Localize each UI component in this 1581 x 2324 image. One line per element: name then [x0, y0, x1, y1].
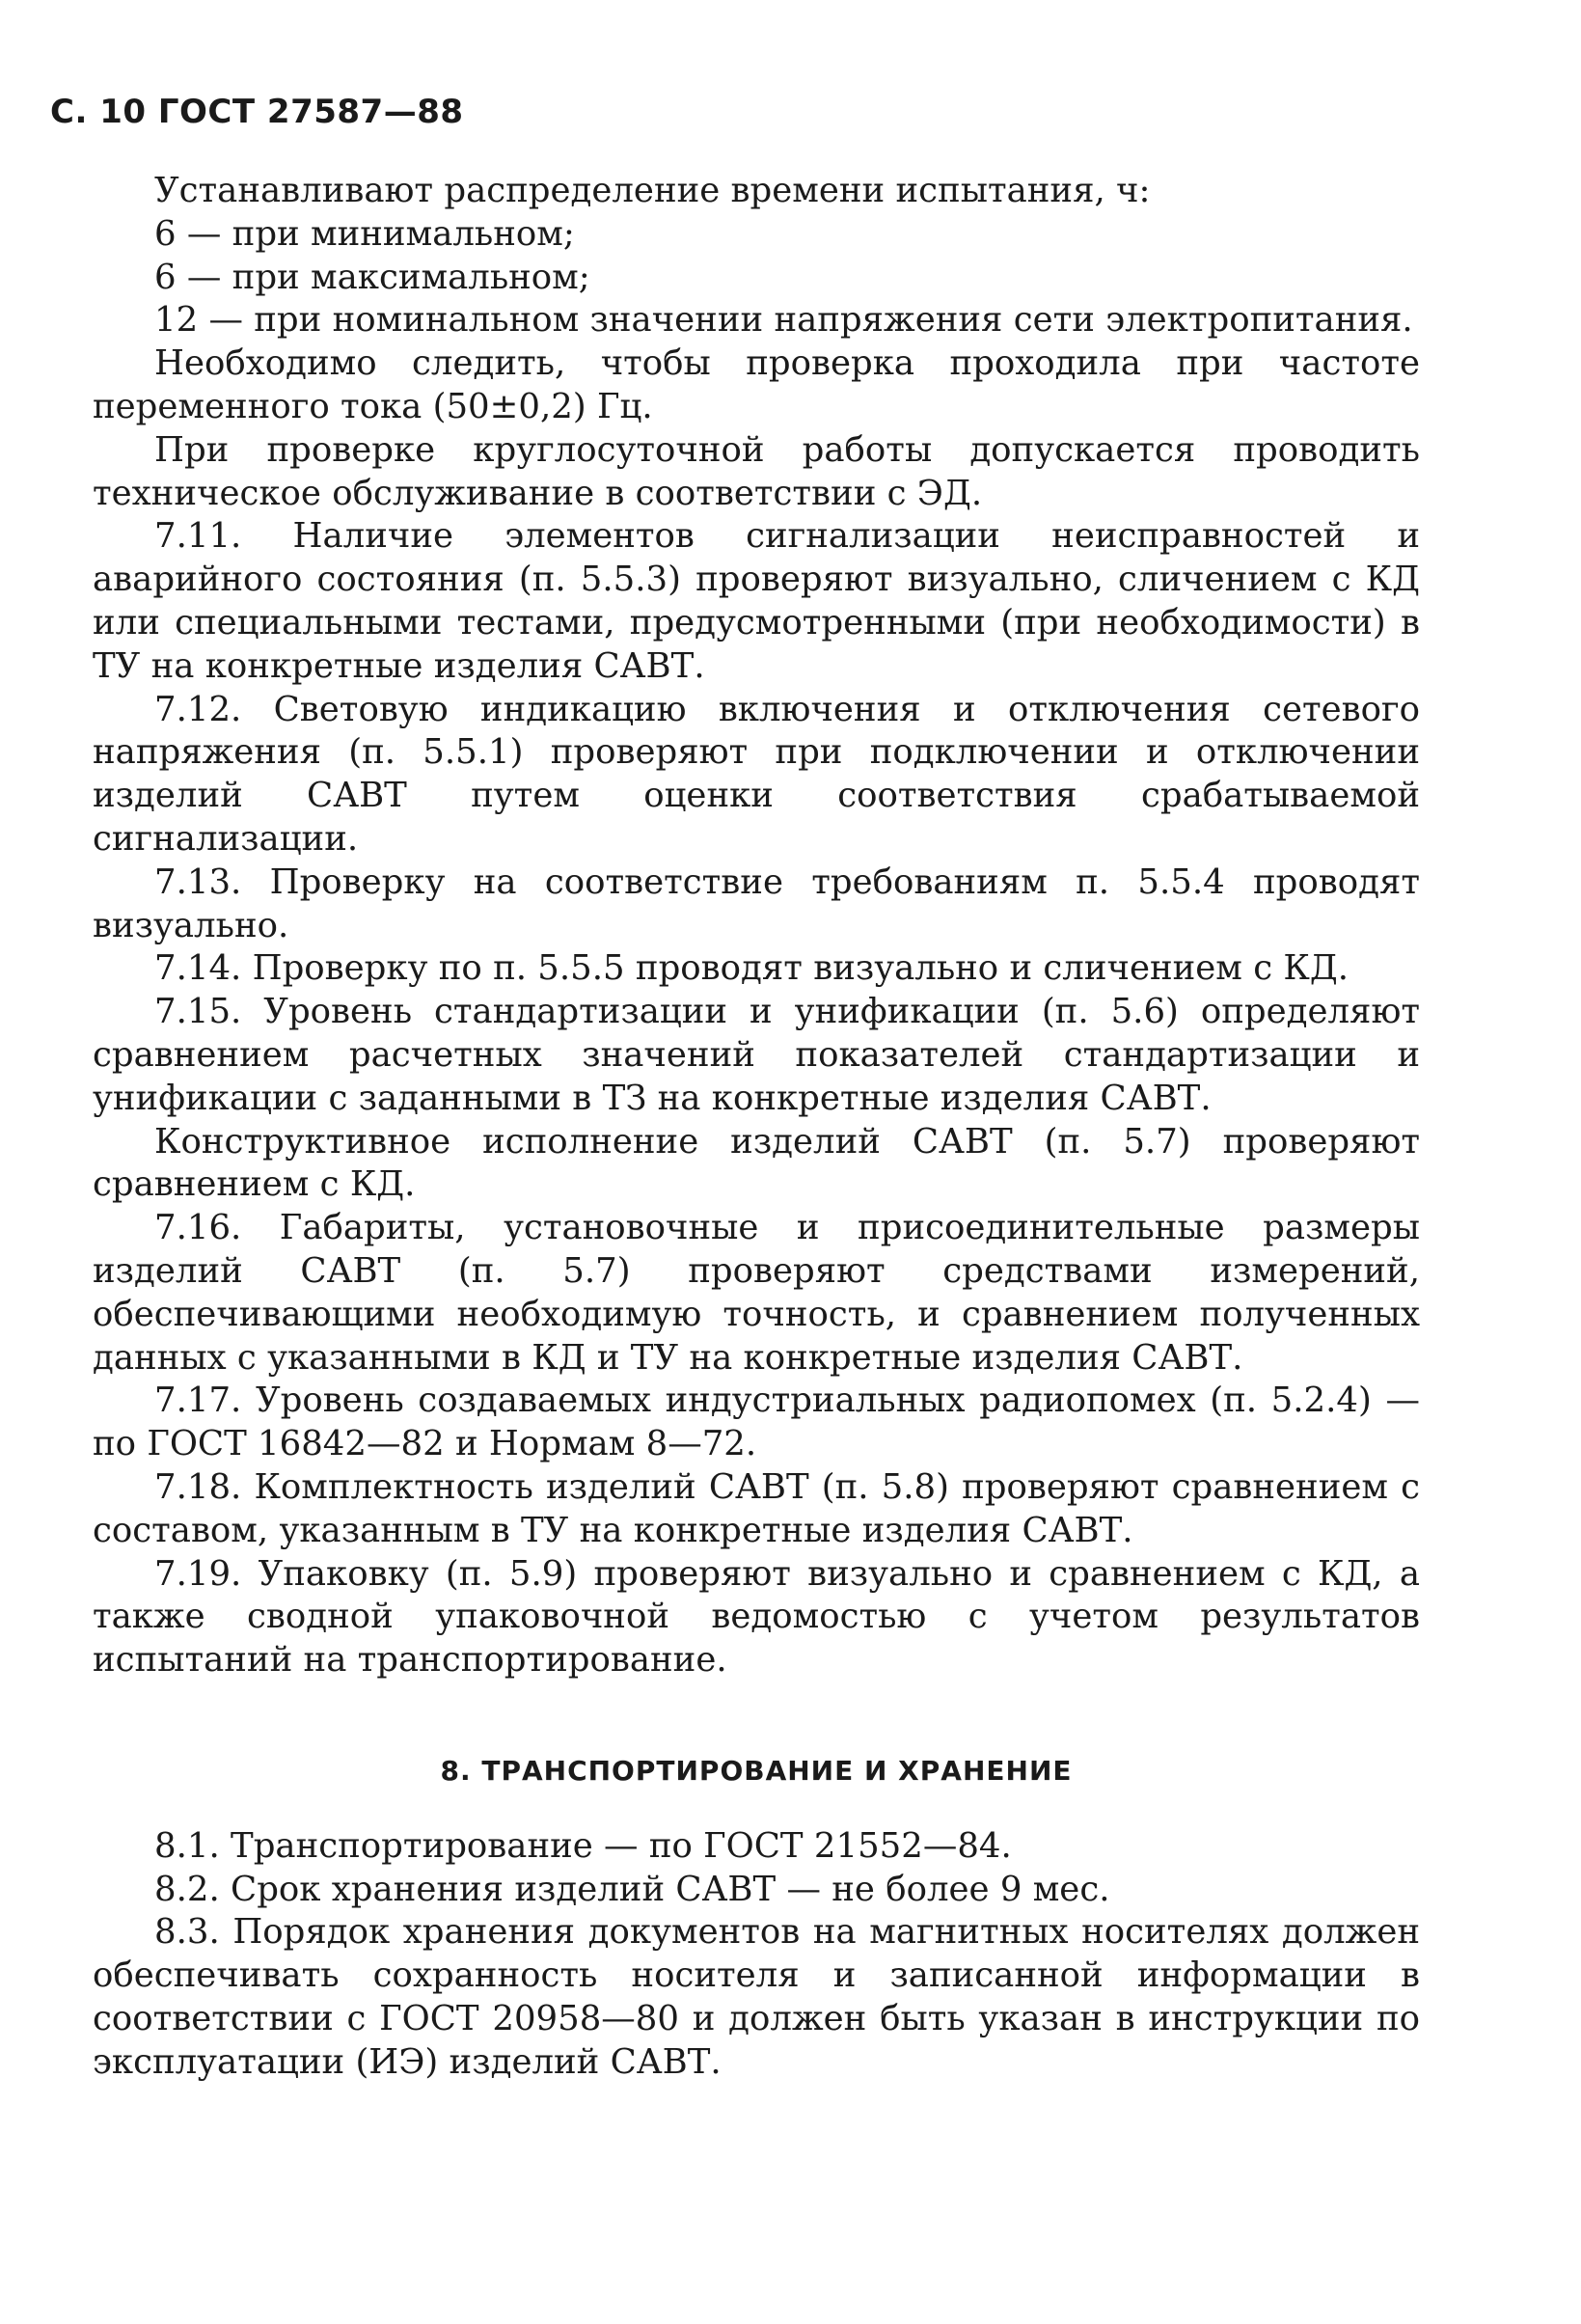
test-time-item-min: 6 — при минимальном; [154, 213, 575, 254]
clause-8-1: 8.1. Транспортирование — по ГОСТ 21552—84. [154, 1825, 1012, 1866]
clause-7-19: 7.19. Упаковку (п. 5.9) проверяют визуально и сравнением с КД, а также сводной упаковочной ведомостью с учетом результатов испытаний на транспортирование. [93, 1553, 1420, 1681]
clause-7-15: 7.15. Уровень стандартизации и унификации (п. 5.6) определяют сравнением расчетных значений показателей стандартизации и унификации с заданными в ТЗ на конкретные изделия САВТ. [93, 992, 1420, 1118]
clause-7-11: 7.11. Наличие элементов сигнализации неисправностей и аварийного состояния (п. 5.5.3) проверяют визуально, сличением с КД или специальными тестами, предусмотренными (при необходимости) в ТУ на конкретные изделия САВТ. [93, 516, 1420, 686]
clause-7-16: 7.16. Габариты, установочные и присоединительные размеры изделий САВТ (п. 5.7) проверяют средствами измерений, обеспечивающими необходимую точность, и сравнением полученных данных с указанными в КД и ТУ на конкретные изделия САВТ. [93, 1208, 1420, 1378]
page-header: С. 10 ГОСТ 27587—88 [50, 93, 464, 131]
test-time-item-max: 6 — при максимальном; [154, 257, 590, 297]
clause-7-15-construction: Конструктивное исполнение изделий САВТ (п. 5.7) проверяют сравнением с КД. [93, 1121, 1420, 1205]
test-time-item-nominal: 12 — при номинальном значении напряжения сети электропитания. [154, 300, 1413, 341]
clause-8-2: 8.2. Срок хранения изделий САВТ — не более 9 мес. [154, 1869, 1110, 1909]
section-8-title: 8. ТРАНСПОРТИРОВАНИЕ И ХРАНЕНИЕ [440, 1754, 1073, 1787]
clause-7-17: 7.17. Уровень создаваемых индустриальных радиопомех (п. 5.2.4) — по ГОСТ 16842—82 и Нормам 8—72. [93, 1381, 1420, 1464]
test-time-intro: Устанавливают распределение времени испытания, ч: [154, 171, 1151, 210]
clause-7-14: 7.14. Проверку по п. 5.5.5 проводят визуально и сличением с КД. [154, 948, 1349, 989]
document-body [93, 170, 1420, 2085]
clause-7-12: 7.12. Световую индикацию включения и отключения сетевого напряжения (п. 5.5.1) проверяют при подключении и отключении изделий САВТ путем оценки соответствия срабатываемой сигнализации. [93, 689, 1420, 859]
clause-8-3: 8.3. Порядок хранения документов на магнитных носителях должен обеспечивать сохранность носителя и записанной информации в соответствии с ГОСТ 20958—80 и должен быть указан в инструкции по эксплуатации (ИЭ) изделий САВТ. [93, 1912, 1420, 2082]
clause-7-18: 7.18. Комплектность изделий САВТ (п. 5.8) проверяют сравнением с составом, указанным в ТУ на конкретные изделия САВТ. [93, 1466, 1420, 1550]
clause-7-13: 7.13. Проверку на соответствие требованиям п. 5.5.4 проводят визуально. [93, 861, 1420, 945]
maintenance-note: При проверке круглосуточной работы допускается проводить техническое обслуживание в соответствии с ЭД. [93, 429, 1420, 513]
frequency-note: Необходимо следить, чтобы проверка проходила при частоте переменного тока (50±0,2) Гц. [93, 343, 1420, 426]
